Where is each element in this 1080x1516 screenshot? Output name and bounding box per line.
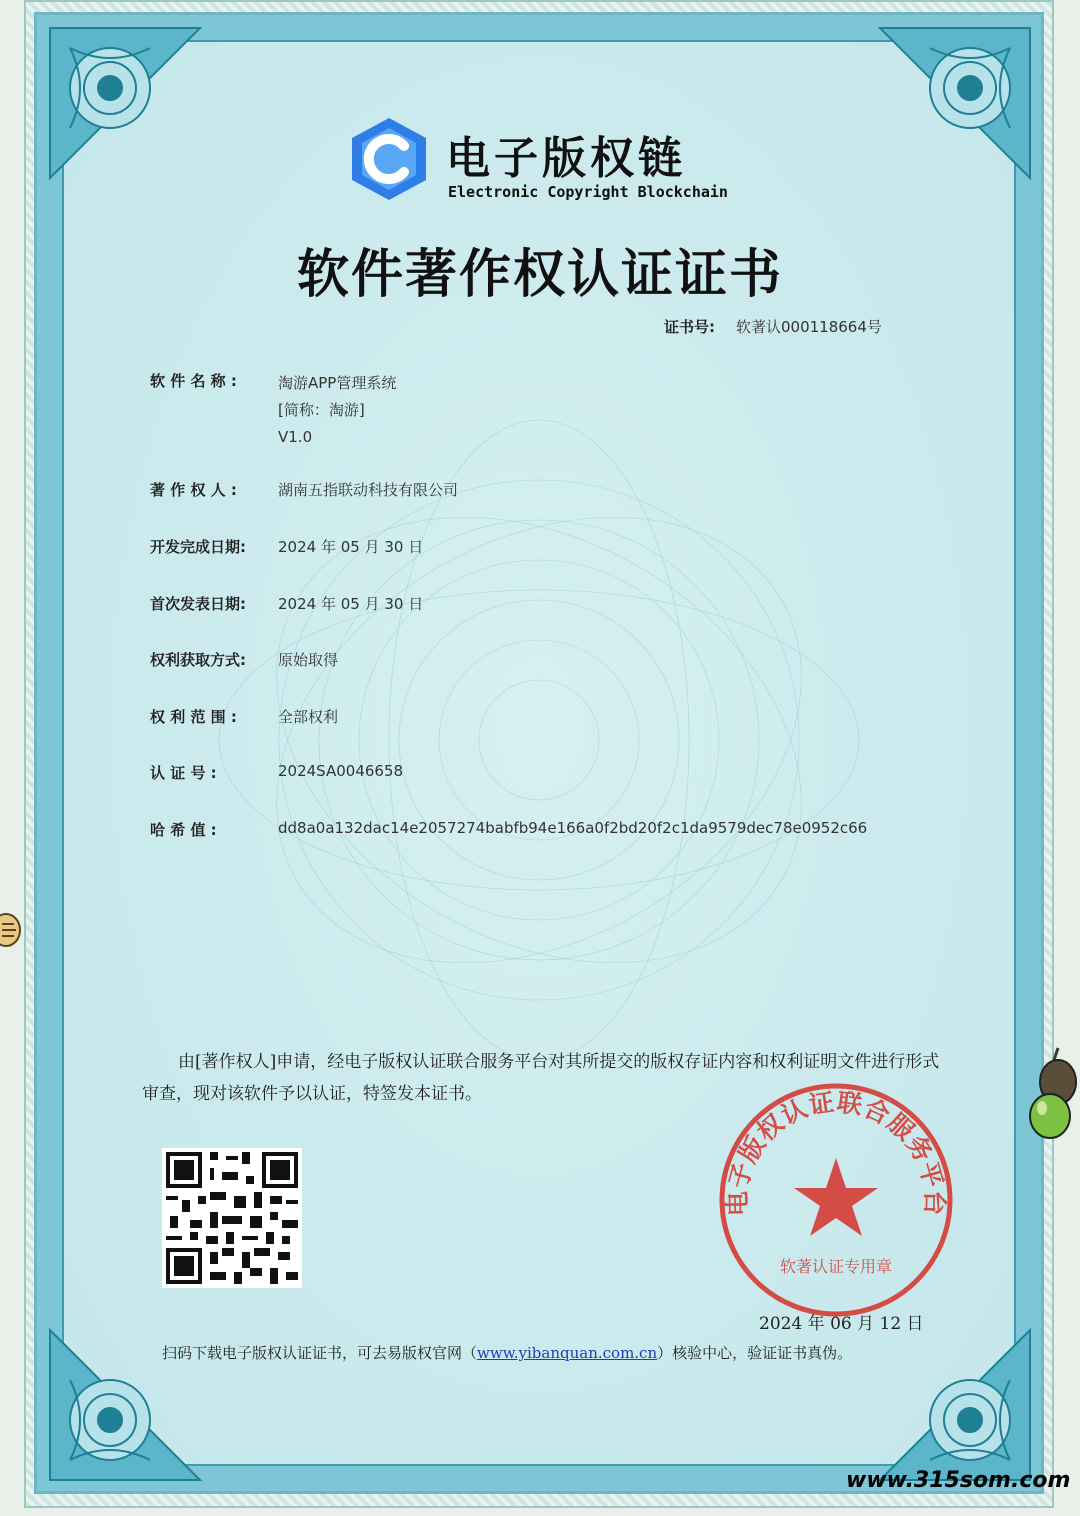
decorative-fruit-sticker-icon — [1028, 1046, 1078, 1142]
field-value: 全部权利 — [278, 708, 339, 726]
field-label: 哈 希 值 : — [150, 821, 217, 839]
brand-logo-icon — [348, 116, 430, 202]
seal-bottom-text: 软著认证专用章 — [779, 1257, 893, 1276]
certificate-number-value: 软著认000118664号 — [736, 318, 882, 336]
field-value: 湖南五指联动科技有限公司 — [278, 481, 459, 499]
field-label: 首次发表日期: — [150, 595, 246, 613]
footer-text-after: ）核验中心，验证证书真伪。 — [657, 1344, 853, 1362]
field-label: 开发完成日期: — [150, 538, 246, 556]
field-label: 著 作 权 人 : — [150, 481, 237, 499]
brand-name-cn: 电子版权链 — [446, 133, 686, 184]
certificate-title: 软件著作权认证证书 — [296, 244, 783, 305]
field-label: 权利获取方式: — [150, 651, 246, 669]
official-website-link[interactable]: www.yibanquan.com.cn — [477, 1344, 658, 1362]
site-watermark: www.315som.com — [846, 1468, 1071, 1493]
decorative-sticker-icon — [0, 910, 22, 950]
software-name: 淘游APP管理系统 — [278, 374, 397, 392]
verification-footer — [162, 1342, 852, 1363]
field-label: 权 利 范 围 : — [150, 708, 237, 726]
field-value: 2024 年 05 月 30 日 — [278, 595, 424, 613]
qr-code-icon[interactable] — [162, 1148, 302, 1288]
field-value: 2024 年 05 月 30 日 — [278, 538, 424, 556]
field-label: 软 件 名 称 : — [150, 372, 237, 390]
software-name-lines — [278, 370, 396, 451]
corner-ornament-top-left — [40, 18, 210, 188]
official-seal — [716, 1080, 956, 1320]
field-value: 2024SA0046658 — [278, 762, 404, 780]
footer-text-before: 扫码下载电子版权认证证书，可去易版权官网（ — [162, 1344, 478, 1362]
software-version: V1.0 — [278, 428, 313, 446]
seal-ring-text: 电子版权认证联合服务平台 — [722, 1087, 950, 1217]
software-short-name: [简称：淘游] — [278, 401, 365, 419]
corner-ornament-bottom-right — [870, 1320, 1040, 1490]
certification-statement: 由[著作权人]申请，经电子版权认证联合服务平台对其所提交的版权存证内容和权利证明文件进行形式审查，现对该软件予以认证，特签发本证书。 — [142, 1052, 940, 1104]
field-label: 认 证 号 : — [150, 764, 217, 782]
issue-date: 2024 年 06 月 12 日 — [759, 1314, 924, 1334]
field-value: 原始取得 — [278, 651, 339, 669]
field-value: dd8a0a132dac14e2057274babfb94e166a0f2bd20f2c1da9579dec78e0952c66 — [278, 819, 868, 837]
seal-star-icon — [794, 1158, 878, 1236]
corner-ornament-top-right — [870, 18, 1040, 188]
brand-name-en: Electronic Copyright Blockchain — [448, 183, 728, 201]
certificate-number-label: 证书号: — [664, 318, 715, 336]
